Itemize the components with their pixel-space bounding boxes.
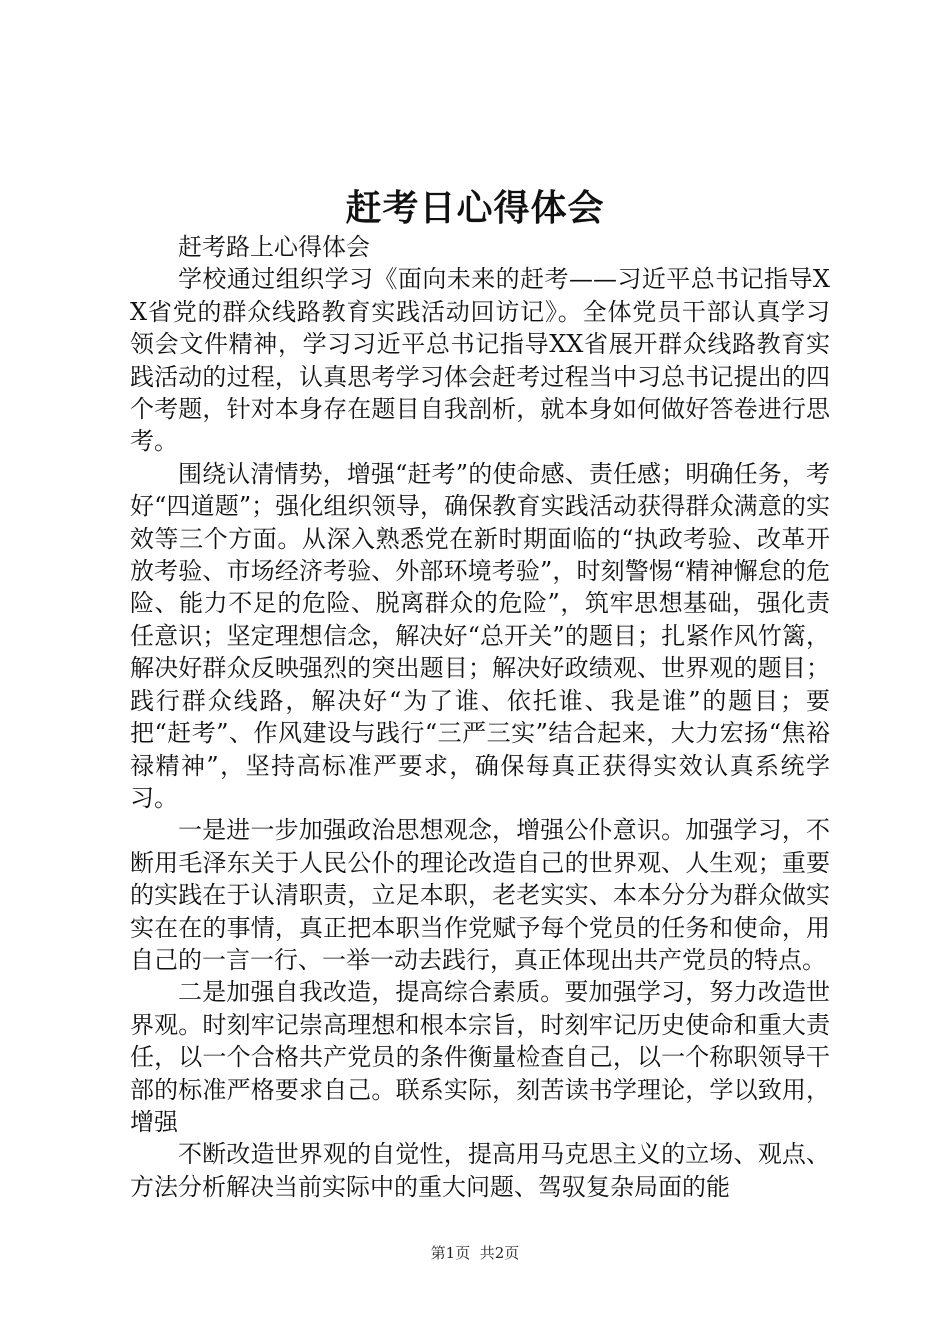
paragraph-context: 围绕认清情势，增强“赶考”的使命感、责任感；明确任务，考好“四道题”；强化组织领导，确保教育实践活动获得群众满意的实效等三个方面。从深入熟悉党在新时期面临的“执政考验、改革开放考验、市场经济考验、外部环境考验”，时刻警惕“精神懈怠的危险、能力不足的危险、脱离群众的危险”，筑牢思想基础，强化责任意识；坚定理想信念，解决好“总开关”的题目；扎紧作风竹篱，解决好群众反映强烈的突出题目；解决好政绩观、世界观的题目；践行群众线路，解决好“为了谁、依托谁、我是谁”的题目；要把“赶考”、作风建设与践行“三严三实”结合起来，大力宏扬“焦裕禄精神”，坚持高标准严要求，确保每真正获得实效认真系统学习。 <box>130 459 830 812</box>
document-body <box>130 231 830 1203</box>
page-footer <box>0 1243 950 1263</box>
paragraph-subtitle: 赶考路上心得体会 <box>178 233 370 261</box>
paragraph-intro: 学校通过组织学习《面向未来的赶考——习近平总书记指导XX省党的群众线路教育实践活动回访记》。全体党员干部认真学习领会文件精神，学习习近平总书记指导XX省展开群众线路教育实践活动的过程，认真思考学习体会赶考过程当中习总书记提出的四个考题，针对本身存在题目自我剖析，就本身如何做好答卷进行思考。 <box>130 265 830 456</box>
paragraph-point-one: 一是进一步加强政治思想观念，增强公仆意识。加强学习，不断用毛泽东关于人民公仆的理论改造自己的世界观、人生观；重要的实践在于认清职责，立足本职，老老实实、本本分分为群众做实实在在的事情，真正把本职当作党赋予每个党员的任务和使命，用自己的一言一行、一举一动去践行，真正体现出共产党员的特点。 <box>130 816 830 974</box>
footer-gap <box>470 1244 480 1262</box>
paragraph-continuation: 不断改造世界观的自觉性，提高用马克思主义的立场、观点、方法分析解决当前实际中的重大问题、驾驭复杂局面的能 <box>130 1140 830 1201</box>
page-number: 第1页 <box>430 1244 471 1262</box>
page-total: 共2页 <box>479 1244 520 1262</box>
paragraph-point-two: 二是加强自我改造，提高综合素质。要加强学习，努力改造世界观。时刻牢记崇高理想和根本宗旨，时刻牢记历史使命和重大责任，以一个合格共产党员的条件衡量检查自己，以一个称职领导干部的标准严格要求自己。联系实际，刻苦读书学理论，学以致用，增强 <box>130 978 830 1136</box>
document-title: 赶考日心得体会 <box>345 187 605 229</box>
